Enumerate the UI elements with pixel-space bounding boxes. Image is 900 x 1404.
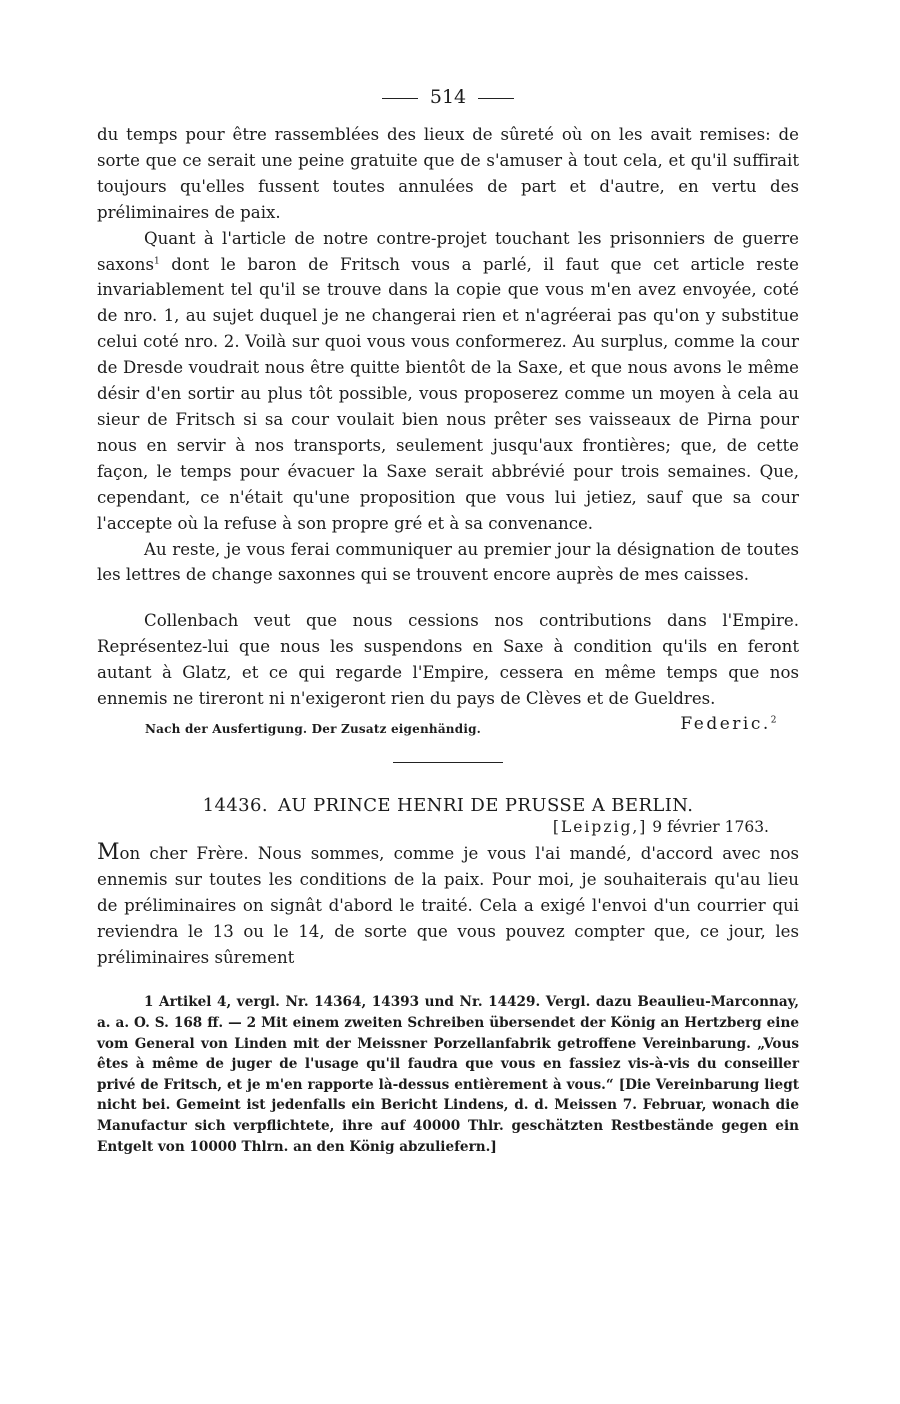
letter-dateline bbox=[97, 818, 769, 836]
document-page bbox=[97, 86, 799, 1157]
letter-date: 9 février 1763. bbox=[652, 817, 769, 836]
signature-name: Federic. bbox=[680, 713, 771, 734]
header-dash-right bbox=[478, 98, 514, 99]
footnote-text: 1 Artikel 4, vergl. Nr. 14364, 14393 und Nr. 14429. Vergl. dazu Beaulieu-Marconnay, a. a. O. S. 168 ff. — 2 Mit einem zweiten Schreiben übersendet der König an Hertzberg eine vom General von Linden mit der Meissner Porzellanfabrik getroffene Vereinbarung. „Vous êtes à même de juger de l'usage qu'il faudra que vous en fassiez vis-à-vis du conseiller privé de Fritsch, et je m'en rapporte là-dessus entièrement à vous.“ [Die Vereinbarung liegt nicht bei. Gemeint ist jedenfalls ein Bericht Lindens, d. d. Meissen 7. Februar, wonach die Manufactur sich verpflichtete, ihre auf 40000 Thlr. geschätzten Restbestände gegen ein Entgelt von 10000 Thlrn. an den König abzuliefern.] bbox=[97, 994, 799, 1155]
salutation-initial: M bbox=[97, 839, 120, 865]
page-number: 514 bbox=[429, 86, 467, 108]
footnotes bbox=[97, 992, 799, 1157]
salutation-rest: on cher Frère. bbox=[119, 843, 249, 863]
paragraph-continuation: du temps pour être rassemblées des lieux de sûreté où on les avait remises: de sorte que ce serait une peine gratuite que de s'amuser à tout cela, et qu'il suffirait toujours qu'elles fussent toutes annulées de part et d'autre, en vertu des préliminaires de paix. bbox=[97, 125, 799, 222]
paragraph-postscript: Collenbach veut que nous cessions nos contributions dans l'Empire. Représentez-lui que nous les suspendons en Saxe à condition qu'ils en feront autant à Glatz, et ce qui regarde l'Empire, cessera en même temps que nos ennemis ne tireront ni n'exigeront rien du pays de Clèves et de Gueldres. bbox=[97, 611, 799, 709]
source-note: Nach der Ausfertigung. Der Zusatz eigenhändig. bbox=[145, 721, 482, 736]
letter-place: [Leipzig,] bbox=[552, 817, 648, 836]
signature bbox=[680, 714, 779, 734]
letter-body bbox=[97, 840, 799, 971]
section-divider bbox=[393, 762, 503, 763]
paragraph-prisoners-start: Quant à l'article de notre contre-projet touchant les prisonniers de guerre saxons bbox=[97, 228, 799, 274]
paragraph-prisoners bbox=[97, 226, 799, 537]
running-header bbox=[97, 86, 799, 108]
letter-title: AU PRINCE HENRI DE PRUSSE A BERLIN. bbox=[278, 794, 694, 816]
letter-number: 14436. bbox=[202, 794, 268, 816]
paragraph-bills-of-exchange: Au reste, je vous ferai communiquer au premier jour la désignation de toutes les lettres de change saxonnes qui se trouvent encore auprès de mes caisses. bbox=[97, 539, 799, 585]
header-dash-left bbox=[382, 98, 418, 99]
footnote-ref-1[interactable]: 1 bbox=[153, 256, 160, 266]
letter-text: Nous sommes, comme je vous l'ai mandé, d'accord avec nos ennemis sur toutes les conditions de la paix. Pour moi, je souhaiterais qu'au lieu de préliminaires on signât d'abord le traité. Cela a exigé l'envoi d'un courrier qui reviendra le 13 ou le 14, de sorte que vous pouvez compter que, ce jour, les préliminaires sûrement bbox=[97, 843, 800, 967]
closing-row bbox=[97, 714, 799, 742]
letter-heading bbox=[97, 795, 799, 816]
paragraph-prisoners-rest: dont le baron de Fritsch vous a parlé, il faut que cet article reste invariablement tel qu'il se trouve dans la copie que vous m'en avez envoyée, coté de nro. 1, au sujet duquel je ne changerai rien et n'agréerai pas qu'on y substitue celui coté nro. 2. Voilà sur quoi vous vous conformerez. Au surplus, comme la cour de Dresde voudrait nous être quitte bientôt de la Saxe, et que nous avons le même désir d'en sortir au plus tôt possible, vous proposerez comme un moyen à cela au sieur de Fritsch si sa cour voulait bien nous prêter ses vaisseaux de Pirna pour nous en servir à nos transports, seulement jusqu'aux frontières; que, de cette façon, le temps pour évacuer la Saxe serait abbrévié pour trois semaines. Que, cependant, ce n'était qu'une proposition que vous lui jetiez, sauf que sa cour l'accepte où la refuse à son propre gré et à sa convenance. bbox=[97, 254, 799, 533]
footnote-ref-2[interactable]: 2 bbox=[770, 715, 779, 726]
